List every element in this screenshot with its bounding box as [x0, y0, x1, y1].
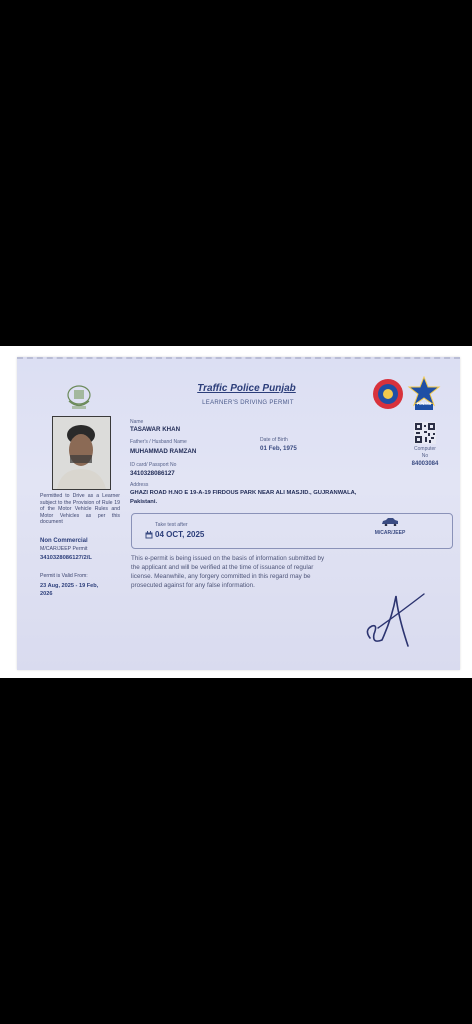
address-label: Address	[130, 482, 149, 488]
disclaimer-text: This e-permit is being issued on the basis of information submitted by the applicant and will be verified at the time of issuance of regular license. Meanwhile, any forgery committed in this regard may be prosecuted against for any false information.	[131, 555, 325, 589]
signature	[358, 588, 428, 650]
validity-label: Permit is Valid From:	[40, 573, 88, 579]
permitted-text: Permitted to Drive as a Learner subject to the Provision of Rule 19 of the Motor Vehicle Rules and Motor Vehicles as per this document	[40, 493, 120, 526]
police-emblem	[372, 378, 404, 410]
dob-label: Date of Birth	[260, 437, 288, 443]
permit-number: 3410328086127/2/L	[40, 555, 92, 561]
id-number: 3410328086127	[130, 470, 175, 477]
name-label: Name	[130, 419, 144, 425]
applicant-photo	[52, 416, 111, 490]
father-name: MUHAMMAD RAMZAN	[130, 448, 197, 455]
validity-dates: 23 Aug, 2025 - 19 Feb, 2026	[40, 583, 99, 597]
computer-no-label: No	[421, 453, 429, 459]
id-label: ID card/ Passport No	[130, 462, 177, 468]
car-icon	[381, 517, 399, 526]
computer-label: Computer	[414, 446, 436, 452]
address-line-1: GHAZI ROAD H.NO E 19-A-19 FIRDOUS PARK NEAR ALI MASJID., GUJRANWALA,	[130, 490, 357, 496]
category-subtitle: M/CAR/JEEP Permit	[40, 546, 88, 552]
category-title: Non Commercial	[40, 538, 88, 544]
address-line-2: Pakistani.	[130, 499, 158, 505]
dob-value: 01 Feb, 1975	[260, 445, 297, 452]
father-name-label: Father's / Husband Name	[130, 439, 187, 445]
test-label: Take test after	[155, 522, 188, 528]
computer-number: 84003084	[411, 461, 439, 467]
vehicle-type: M/CAR/JEEP	[374, 530, 406, 536]
test-date: 04 OCT, 2025	[155, 530, 205, 539]
document-title: Traffic Police Punjab	[197, 383, 296, 394]
police-star-badge	[407, 376, 441, 412]
qr-code	[414, 422, 436, 444]
applicant-name: TASAWAR KHAN	[130, 426, 181, 433]
applicant-portrait	[53, 417, 110, 489]
calendar-icon	[145, 531, 153, 539]
punjab-government-logo	[66, 383, 92, 411]
logo-label: PUNJAB	[416, 402, 432, 406]
document-subtitle: LEARNER'S DRIVING PERMIT	[202, 400, 294, 406]
